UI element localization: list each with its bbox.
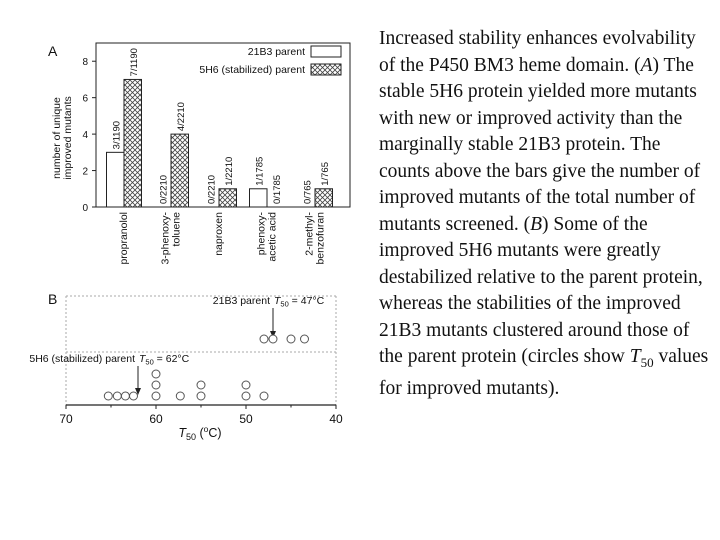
caption-tail: values for improved mutants). xyxy=(379,346,709,400)
figure xyxy=(0,0,360,450)
parent-t50-subscript: 50 xyxy=(280,299,289,309)
x-category-label: toluene xyxy=(170,212,183,247)
point-5h6-mutant xyxy=(121,392,129,400)
point-21b3-mutant xyxy=(269,335,277,343)
ylabel-line-2: improved mutants xyxy=(62,96,74,180)
x-tick-label: 50 xyxy=(239,412,253,426)
point-5h6-mutant xyxy=(197,392,205,400)
point-5h6-mutant xyxy=(152,370,160,378)
caption-a-text: ) The stable 5H6 protein yielded more mutants with new or improved activity than the marginally stable 21B3 protein. The counts above the bars give the number of improved mutants of the total number of mutants screened. ( xyxy=(379,54,701,235)
caption-t-symbol: T xyxy=(629,346,641,367)
x-category-label: phenoxy- xyxy=(255,212,268,256)
x-category-label: 3-phenoxy- xyxy=(159,212,172,265)
parent-label xyxy=(29,353,135,365)
y-tick-label: 0 xyxy=(82,203,88,214)
point-5h6-mutant xyxy=(260,392,268,400)
bar-count-label: 0/2210 xyxy=(206,174,218,204)
x-axis-title xyxy=(178,424,221,442)
point-21b3-mutant xyxy=(260,335,268,343)
bar-count-label: 0/765 xyxy=(302,180,314,204)
y-tick-label: 8 xyxy=(82,57,88,69)
x-axis-title-subscript: 50 xyxy=(186,432,197,442)
legend-swatch-5h6 xyxy=(311,64,341,75)
parent-t50-readout xyxy=(274,295,325,309)
parent-label xyxy=(213,295,270,307)
caption-b-text: ) Some of the improved 5H6 mutants were greatly destabilized relative to the parent protein, whereas the stabilities of the improved 21B3 mutants clustered around those of the parent protein (circles show xyxy=(379,213,703,367)
parent-t50-symbol: T xyxy=(139,353,146,365)
bar-count-label: 7/1190 xyxy=(128,48,140,77)
legend-swatch-21b3 xyxy=(311,46,341,57)
x-axis-title-unit: C) xyxy=(208,426,222,440)
point-5h6-mutant xyxy=(242,381,250,389)
x-category-label: benzofuran xyxy=(314,212,327,265)
x-axis-title-degree: o xyxy=(203,424,209,434)
point-5h6-mutant xyxy=(104,392,112,400)
caption-b-letter: B xyxy=(530,213,542,235)
bar-count-label: 1/765 xyxy=(319,161,331,186)
legend-label: 21B3 parent xyxy=(247,46,305,58)
bar-21b3-parent xyxy=(107,152,125,207)
parent-t50-readout xyxy=(139,353,190,367)
bar-5h6-parent xyxy=(219,189,237,207)
x-axis-title-paren: ( xyxy=(196,426,204,440)
point-5h6-mutant xyxy=(113,392,121,400)
panel-b-label: B xyxy=(48,291,58,307)
bar-count-label: 1/2210 xyxy=(223,156,235,186)
caption-text xyxy=(379,26,709,403)
point-5h6-mutant xyxy=(130,392,138,400)
caption-a-letter: A xyxy=(640,54,653,76)
y-tick-label: 4 xyxy=(82,130,88,142)
bar-5h6-parent xyxy=(124,79,142,207)
parent-t50-value: = 62°C xyxy=(153,353,190,365)
bar-5h6-parent xyxy=(171,134,189,207)
panel-a-ylabel xyxy=(51,96,74,179)
caption-lead: Increased stability enhances evolvability of the P450 BM3 heme domain. ( xyxy=(379,28,696,76)
parent-name: 5H6 (stabilized) parent xyxy=(29,353,135,365)
x-category-label: naproxen xyxy=(213,212,225,256)
parent-t50-subscript: 50 xyxy=(145,357,154,367)
bar-count-label: 0/2210 xyxy=(158,174,170,204)
bar-count-label: 0/1785 xyxy=(271,174,283,204)
parent-t50-symbol: T xyxy=(274,295,281,307)
x-tick-label: 40 xyxy=(329,412,343,426)
x-axis-title-symbol: T xyxy=(178,426,187,440)
x-category-label: 2-methyl- xyxy=(303,212,316,256)
bar-21b3-parent xyxy=(250,189,268,207)
point-21b3-mutant xyxy=(287,335,295,343)
panel-a-label: A xyxy=(48,43,58,59)
point-5h6-mutant xyxy=(176,392,184,400)
x-tick-label: 60 xyxy=(149,412,163,426)
bar-count-label: 4/2210 xyxy=(175,102,187,132)
point-5h6-mutant xyxy=(152,392,160,400)
y-tick-label: 6 xyxy=(82,93,88,105)
y-tick-label: 2 xyxy=(82,166,88,178)
point-21b3-mutant xyxy=(301,335,309,343)
legend-label: 5H6 (stabilized) parent xyxy=(199,64,305,76)
parent-name: 21B3 parent xyxy=(212,295,270,307)
point-5h6-mutant xyxy=(152,381,160,389)
point-5h6-mutant xyxy=(197,381,205,389)
bar-chart xyxy=(82,43,350,265)
bar-5h6-parent xyxy=(315,189,333,207)
x-category-label: acetic acid xyxy=(266,212,279,262)
bar-count-label: 3/1190 xyxy=(111,120,123,150)
ylabel-line-1: number of unique xyxy=(51,97,63,179)
scatter-chart xyxy=(29,295,343,442)
point-5h6-mutant xyxy=(242,392,250,400)
x-category-label: propranolol xyxy=(118,212,130,265)
x-tick-label: 70 xyxy=(59,412,73,426)
caption-t-subscript: 50 xyxy=(640,354,654,370)
figure-caption xyxy=(379,26,709,403)
parent-t50-value: = 47°C xyxy=(288,295,325,307)
bar-count-label: 1/1785 xyxy=(254,156,266,186)
